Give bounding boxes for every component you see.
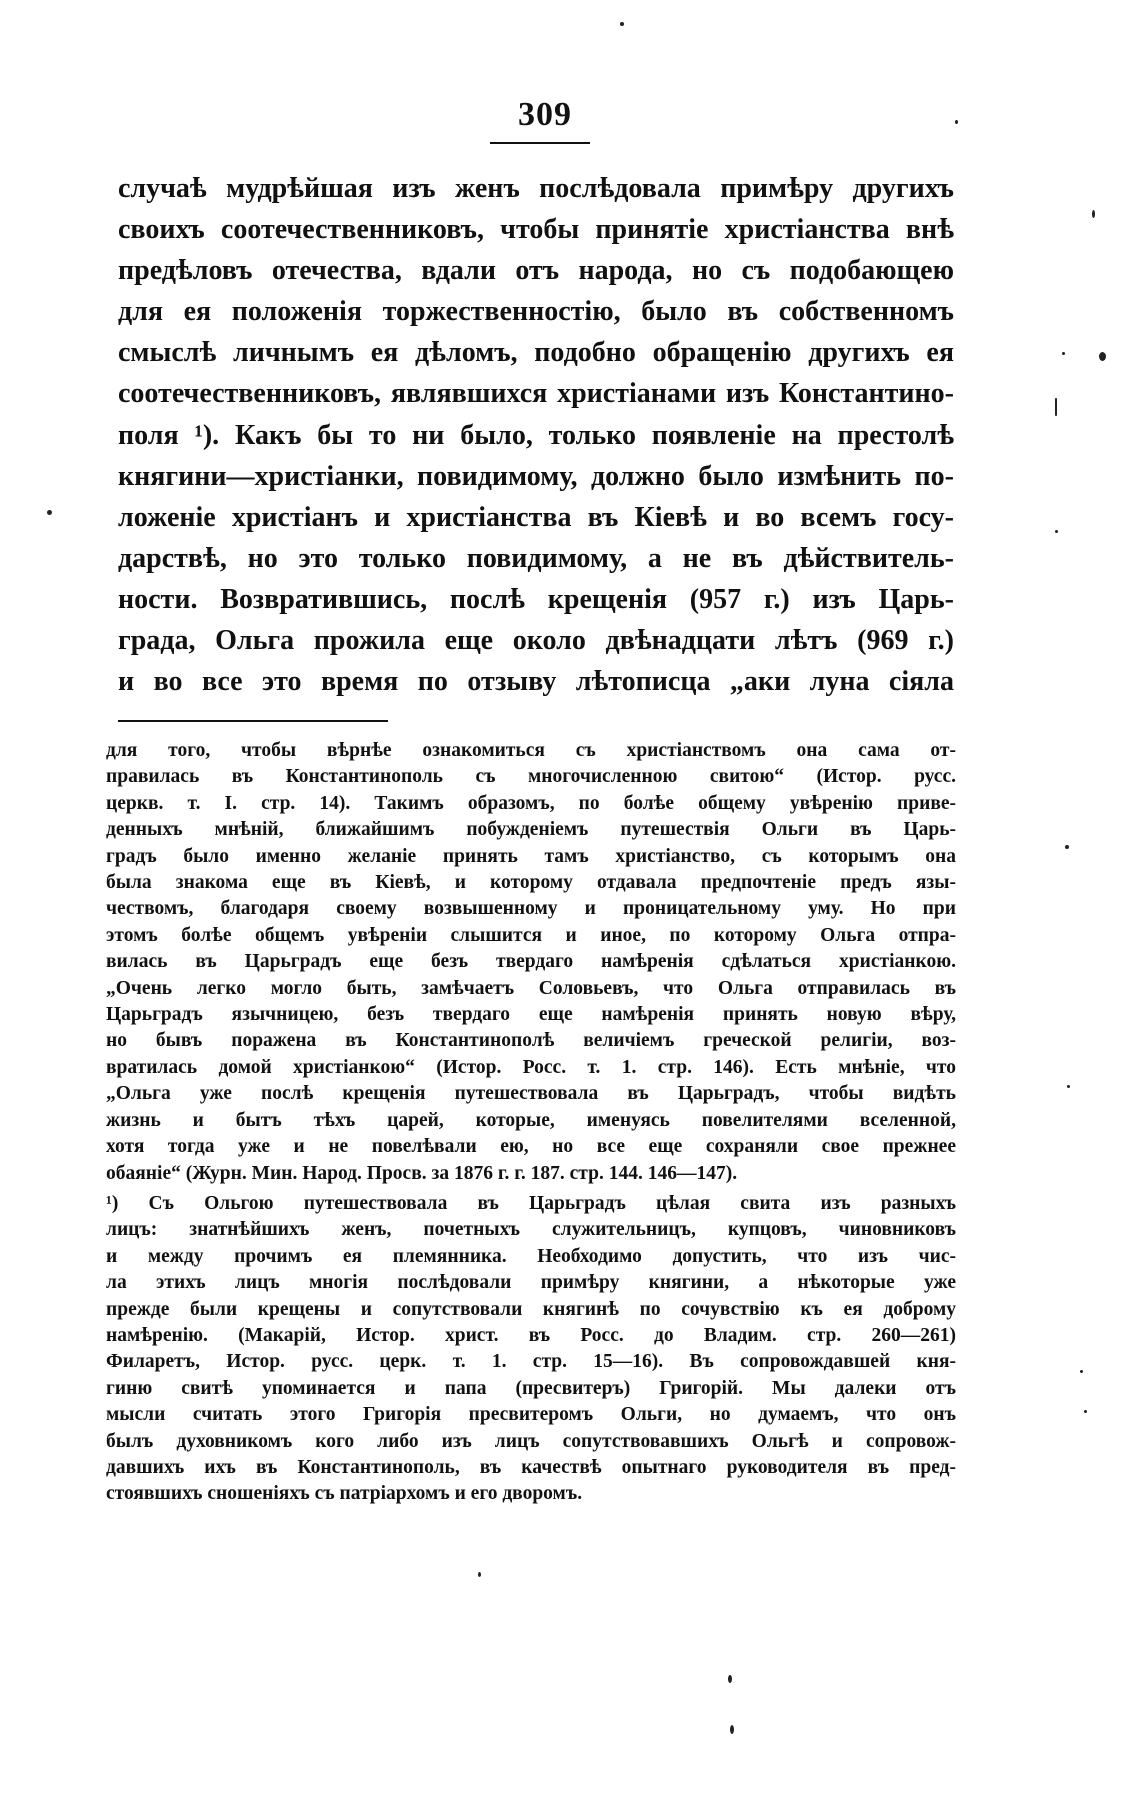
body-line: ложеніе христіанъ и христіанства въ Кіевѣ и во всемъ госу-	[118, 501, 954, 533]
body-line: града, Ольга прожила еще около двѣнадцати лѣтъ (969 г.)	[118, 625, 954, 657]
footnote2-line: давшихъ ихъ въ Константинополь, въ качествѣ опытнаго руководителя въ пред-	[106, 1456, 956, 1478]
footnote-line: градъ было именно желаніе принять тамъ христіанство, съ которымъ она	[106, 845, 956, 867]
body-line: смыслѣ личнымъ ея дѣломъ, подобно обращенію другихъ ея	[118, 337, 954, 369]
footnote-line: хотя тогда уже и не повелѣвали ею, но все еще сохраняли свое прежнее	[106, 1136, 956, 1158]
page-number: 309	[518, 96, 572, 133]
scan-speck	[728, 1675, 732, 1683]
footnote2-line: мысли считать этого Григорія пресвитеромъ Ольги, но думаемъ, что онъ	[106, 1404, 956, 1426]
scan-speck	[1055, 530, 1058, 533]
page-number-underline	[490, 142, 590, 144]
footnote-line: Царьградъ язычницею, безъ твердаго еще намѣренія принять новую вѣру,	[106, 1004, 956, 1026]
footnote-line: денныхъ мнѣній, ближайшимъ побужденіемъ путешествія Ольги въ Царь-	[106, 819, 956, 841]
footnote2-line: и между прочимъ ея племянника. Необходимо допустить, что изъ чис-	[106, 1245, 956, 1267]
footnote-line: этомъ болѣе общемъ увѣреніи слышится и иное, по которому Ольга отпра-	[106, 924, 956, 946]
body-line: своихъ соотечественниковъ, чтобы принятіе христіанства внѣ	[118, 214, 954, 246]
footnote-line: „Очень легко могло быть, замѣчаетъ Соловьевъ, что Ольга отправилась въ	[106, 977, 956, 999]
scan-speck	[1067, 1085, 1070, 1088]
scan-speck	[1092, 210, 1095, 218]
footnote-line: „Ольга уже послѣ крещенія путешествовала въ Царьградъ, чтобы видѣть	[106, 1083, 956, 1105]
body-line: и во все это время по отзыву лѣтописца „аки луна сіяла	[118, 666, 954, 698]
footnote2-line: ла этихъ лицъ многія послѣдовали примѣру княгини, а нѣкоторые уже	[106, 1272, 956, 1294]
body-line: ности. Возвратившись, послѣ крещенія (957 г.) изъ Царь-	[118, 583, 954, 615]
footnote2-line: Филаретъ, Истор. русс. церк. т. 1. стр. 15—16). Въ сопровождавшей кня-	[106, 1351, 956, 1373]
footnote2-line: гиню свитѣ упоминается и папа (пресвитеръ) Григорій. Мы далеки отъ	[106, 1377, 956, 1399]
footnote-line: обаяніе“ (Журн. Мин. Народ. Просв. за 1876 г. г. 187. стр. 144. 146—147).	[106, 1162, 738, 1184]
footnote2-line: стоявшихъ сношеніяхъ съ патріархомъ и его дворомъ.	[106, 1483, 583, 1505]
scan-speck	[1084, 1410, 1087, 1413]
footnote2-line: лицъ: знатнѣйшихъ женъ, почетныхъ служительницъ, купцовъ, чиновниковъ	[106, 1219, 956, 1241]
footnote-line: церкв. т. I. стр. 14). Такимъ образомъ, по болѣе общему увѣренію приве-	[106, 792, 956, 814]
body-line: дарствѣ, но это только повидимому, а не въ дѣйствитель-	[118, 542, 954, 574]
body-line: княгини—христіанки, повидимому, должно было измѣнить по-	[118, 460, 954, 492]
scan-speck	[620, 22, 624, 26]
scan-speck	[1065, 845, 1069, 849]
scan-speck	[955, 120, 958, 124]
footnote2-line: ¹) Съ Ольгою путешествовала въ Царьградъ цѣлая свита изъ разныхъ	[106, 1192, 956, 1214]
footnote-line: правилась въ Константинополь съ многочисленною свитою“ (Истор. русс.	[106, 766, 956, 788]
scan-speck	[1055, 398, 1057, 416]
body-line: соотечественниковъ, являвшихся христіанами изъ Константино-	[118, 378, 954, 410]
scan-speck	[1080, 1370, 1083, 1373]
footnote-separator	[118, 720, 388, 722]
page-number-container	[0, 96, 1090, 134]
footnote2-line: прежде были крещены и сопутствовали княгинѣ по сочувствію къ ея доброму	[106, 1298, 956, 1320]
footnote2-line: намѣренію. (Макарій, Истор. христ. въ Росс. до Владим. стр. 260—261)	[106, 1324, 956, 1346]
footnote-line: вилась въ Царьградъ еще безъ твердаго намѣренія сдѣлаться христіанкою.	[106, 951, 956, 973]
body-line: поля ¹). Какъ бы то ни было, только появленіе на престолѣ	[118, 419, 954, 451]
main-text-block	[118, 168, 954, 702]
scan-speck	[730, 1725, 734, 1734]
footnote-line: была знакома еще въ Кіевѣ, и которому отдавала предпочтеніе предъ язы-	[106, 872, 956, 894]
footnote-line: для того, чтобы вѣрнѣе ознакомиться съ христіанствомъ она сама от-	[106, 740, 956, 761]
footnote2-line: былъ духовникомъ кого либо изъ лицъ сопутствовавшихъ Ольгѣ и сопровож-	[106, 1430, 956, 1452]
scan-speck	[1062, 352, 1065, 355]
scan-speck	[47, 510, 52, 515]
footnotes-block	[106, 738, 956, 1508]
body-line: для ея положенія торжественностію, было въ собственномъ	[118, 296, 954, 328]
footnote-line: чествомъ, благодаря своему возвышенному и проницательному уму. Но при	[106, 898, 956, 920]
footnote-line: жизнь и бытъ тѣхъ царей, которые, именуясь повелителями вселенной,	[106, 1109, 956, 1131]
footnote-line: но бывъ поражена въ Константинополѣ величіемъ греческой религіи, воз-	[106, 1030, 956, 1052]
body-line: случаѣ мудрѣйшая изъ женъ послѣдовала примѣру другихъ	[118, 173, 954, 204]
scan-speck	[1099, 352, 1106, 361]
body-line: предѣловъ отечества, вдали отъ народа, но съ подобающею	[118, 255, 954, 287]
footnote-line: вратилась домой христіанкою“ (Истор. Росс. т. 1. стр. 146). Есть мнѣніе, что	[106, 1056, 956, 1078]
scan-speck	[478, 1572, 481, 1577]
